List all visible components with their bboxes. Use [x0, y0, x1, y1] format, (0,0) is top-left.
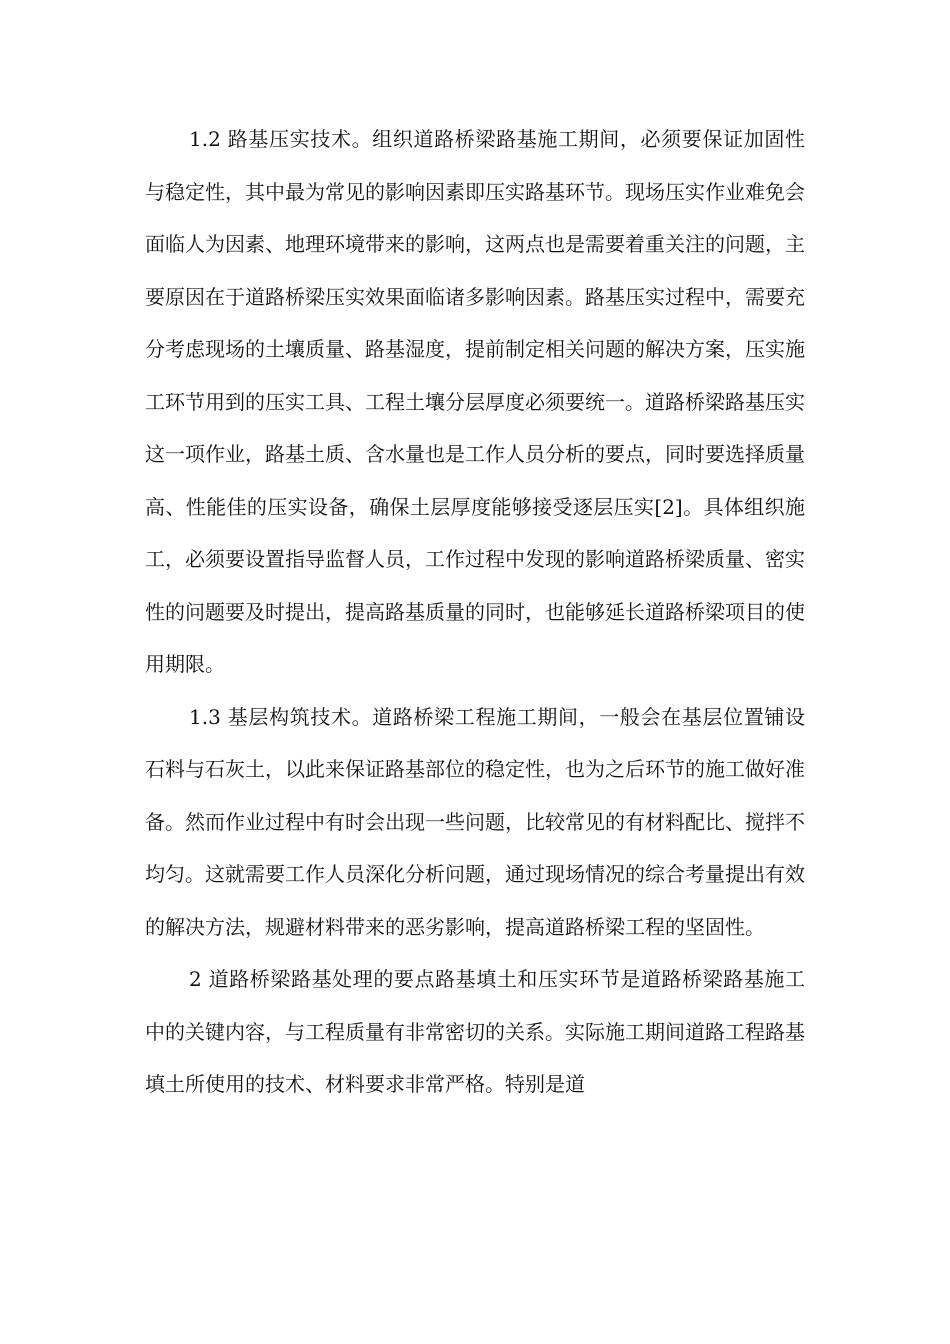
body-text [145, 113, 805, 1111]
paragraph-subgrade-treatment: 2 道路桥梁路基处理的要点路基填土和压实环节是道路桥梁路基施工中的关键内容，与工程质量有非常密切的关系。实际施工期间道路工程路基填土所使用的技术、材料要求非常严格。特别是道 [145, 967, 805, 1096]
paragraph-base-construction: 1.3 基层构筑技术。道路桥梁工程施工期间，一般会在基层位置铺设石料与石灰土，以此来保证路基部位的稳定性，也为之后环节的施工做好准备。然而作业过程中有时会出现一些问题，比较常见的有材料配比、搅拌不均匀。这就需要工作人员深化分析问题，通过现场情况的综合考量提出有效的解决方法，规避材料带来的恶劣影响，提高道路桥梁工程的坚固性。 [145, 704, 805, 939]
paragraph-subgrade-compaction: 1.2 路基压实技术。组织道路桥梁路基施工期间，必须要保证加固性与稳定性，其中最为常见的影响因素即压实路基环节。现场压实作业难免会面临人为因素、地理环境带来的影响，这两点也是需要着重关注的问题，主要原因在于道路桥梁压实效果面临诸多影响因素。路基压实过程中，需要充分考虑现场的土壤质量、路基湿度，提前制定相关问题的解决方案，压实施工环节用到的压实工具、工程土壤分层厚度必须要统一。道路桥梁路基压实这一项作业，路基土质、含水量也是工作人员分析的要点，同时要选择质量高、性能佳的压实设备，确保土层厚度能够接受逐层压实[2]。具体组织施工，必须要设置指导监督人员，工作过程中发现的影响道路桥梁质量、密实性的问题要及时提出，提高路基质量的同时，也能够延长道路桥梁项目的使用期限。 [145, 127, 805, 676]
